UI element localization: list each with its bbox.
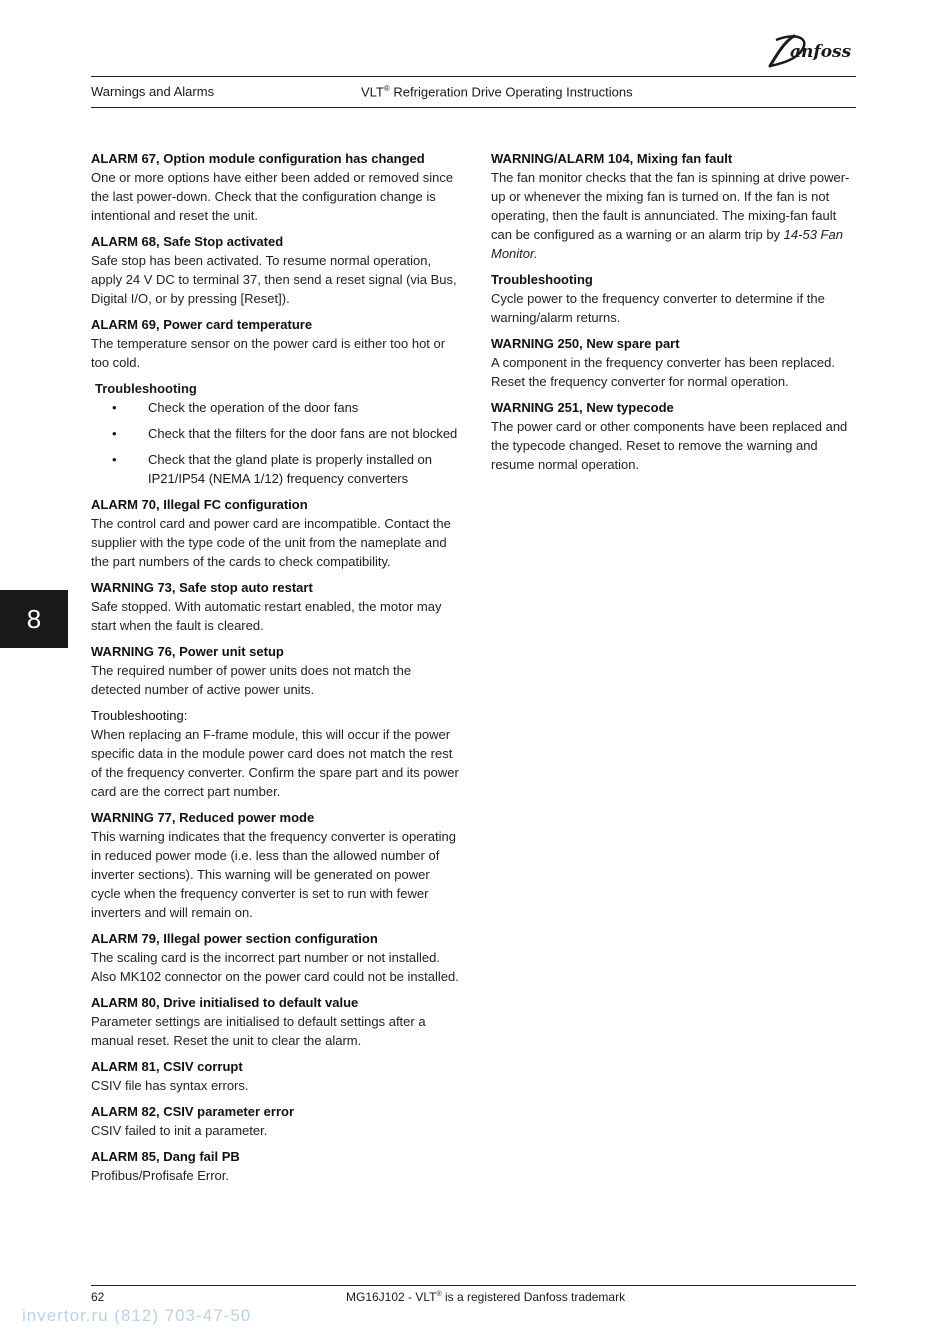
alarm-79-text: The scaling card is the incorrect part number or not installed. Also MK102 connector on the power card could not be installed. — [91, 950, 459, 984]
alarm-85-text: Profibus/Profisafe Error. — [91, 1168, 229, 1183]
page-number: 62 — [91, 1290, 105, 1304]
alarm-80-title: ALARM 80, Drive initialised to default value — [91, 995, 359, 1010]
warning-76-title: WARNING 76, Power unit setup — [91, 644, 284, 659]
bullet-item: • Check the operation of the door fans — [91, 398, 459, 417]
danfoss-logo — [766, 30, 858, 72]
warning-250-section — [491, 334, 859, 391]
alarm-82-section — [91, 1102, 459, 1140]
header-top-rule — [91, 76, 856, 77]
alarm-68-text: Safe stop has been activated. To resume normal operation, apply 24 V DC to terminal 37, then send a reset signal (via Bus, Digital I/O, or by pressing [Reset]). — [91, 253, 457, 306]
header-doc-title: VLT® Refrigeration Drive Operating Instructions — [361, 84, 633, 100]
alarm-80-section — [91, 993, 459, 1050]
alarm-82-text: CSIV failed to init a parameter. — [91, 1123, 268, 1138]
alarm-70-section — [91, 495, 459, 571]
warning-104-section — [491, 149, 859, 327]
warning-77-text: This warning indicates that the frequency converter is operating in reduced power mode (i.e. less than the allowed number of inverter sections). This warning will be generated on power cycle when the frequency converter is set to run with fewer inverters and will remain on. — [91, 829, 456, 920]
warning-104-text: The fan monitor checks that the fan is spinning at drive power-up or whenever the mixing fan is turned on. If the fan is not operating, then the fault is annunciated. The mixing-fan fault can be configured as a warning or an alarm trip by 14-53 Fan Monitor. — [491, 170, 850, 261]
warning-104-troubleshooting-heading: Troubleshooting — [491, 272, 593, 287]
alarm-69-bullet-list — [91, 398, 459, 488]
left-column — [91, 149, 459, 1192]
alarm-81-text: CSIV file has syntax errors. — [91, 1078, 249, 1093]
warning-250-text: A component in the frequency converter has been replaced. Reset the frequency converter for normal operation. — [491, 355, 835, 389]
alarm-69-section — [91, 315, 459, 488]
alarm-81-section — [91, 1057, 459, 1095]
alarm-69-title: ALARM 69, Power card temperature — [91, 317, 313, 332]
alarm-68-section — [91, 232, 459, 308]
alarm-67-title: ALARM 67, Option module configuration has changed — [91, 151, 425, 166]
alarm-67-text: One or more options have either been added or removed since the last power-down. Check that the configuration change is intentional and reset the unit. — [91, 170, 454, 223]
alarm-68-title: ALARM 68, Safe Stop activated — [91, 234, 284, 249]
warning-251-section — [491, 398, 859, 474]
alarm-85-section — [91, 1147, 459, 1185]
warning-73-text: Safe stopped. With automatic restart enabled, the motor may start when the fault is cleared. — [91, 599, 442, 633]
alarm-70-title: ALARM 70, Illegal FC configuration — [91, 497, 308, 512]
bullet-item: • Check that the gland plate is properly installed on IP21/IP54 (NEMA 1/12) frequency converters — [91, 450, 459, 488]
warning-73-section — [91, 578, 459, 635]
header-section-title: Warnings and Alarms — [91, 84, 215, 99]
warning-76-section — [91, 642, 459, 801]
alarm-69-troubleshooting-heading: Troubleshooting — [95, 381, 197, 396]
warning-104-troubleshooting-text: Cycle power to the frequency converter to determine if the warning/alarm returns. — [491, 291, 825, 325]
alarm-69-text: The temperature sensor on the power card is either too hot or too cold. — [91, 336, 446, 370]
footer-rule — [91, 1285, 856, 1286]
footer-trademark: MG16J102 - VLT® is a registered Danfoss trademark — [346, 1290, 626, 1304]
warning-77-title: WARNING 77, Reduced power mode — [91, 810, 315, 825]
warning-251-text: The power card or other components have been replaced and the typecode changed. Reset to remove the warning and resume normal operation. — [491, 419, 848, 472]
svg-text:anfoss: anfoss — [790, 42, 852, 62]
warning-77-section — [91, 808, 459, 922]
chapter-tab: 8 — [0, 590, 68, 648]
right-column — [491, 149, 859, 481]
warning-250-title: WARNING 250, New spare part — [491, 336, 680, 351]
alarm-67-section — [91, 149, 459, 225]
watermark: invertor.ru (812) 703-47-50 — [22, 1306, 252, 1325]
header-bottom-rule — [91, 107, 856, 108]
alarm-70-text: The control card and power card are incompatible. Contact the supplier with the type code of the unit from the nameplate and the part numbers of the cards to check compatibility. — [91, 516, 451, 569]
warning-76-text: The required number of power units does not match the detected number of active power units. — [91, 663, 412, 697]
warning-76-troubleshooting-heading: Troubleshooting: — [91, 708, 188, 723]
bullet-item: • Check that the filters for the door fans are not blocked — [91, 424, 459, 443]
warning-251-title: WARNING 251, New typecode — [491, 400, 674, 415]
alarm-80-text: Parameter settings are initialised to default settings after a manual reset. Reset the unit to clear the alarm. — [91, 1014, 426, 1048]
warning-104-title: WARNING/ALARM 104, Mixing fan fault — [491, 151, 733, 166]
alarm-81-title: ALARM 81, CSIV corrupt — [91, 1059, 243, 1074]
warning-73-title: WARNING 73, Safe stop auto restart — [91, 580, 313, 595]
alarm-79-title: ALARM 79, Illegal power section configuration — [91, 931, 378, 946]
alarm-82-title: ALARM 82, CSIV parameter error — [91, 1104, 295, 1119]
warning-76-troubleshooting-text: When replacing an F-frame module, this will occur if the power specific data in the module power card does not match the rest of the frequency converter. Confirm the spare part and its power card are the correct part number. — [91, 727, 459, 799]
alarm-85-title: ALARM 85, Dang fail PB — [91, 1149, 240, 1164]
alarm-79-section — [91, 929, 459, 986]
parameter-reference: 14-53 Fan Monitor. — [491, 227, 843, 261]
